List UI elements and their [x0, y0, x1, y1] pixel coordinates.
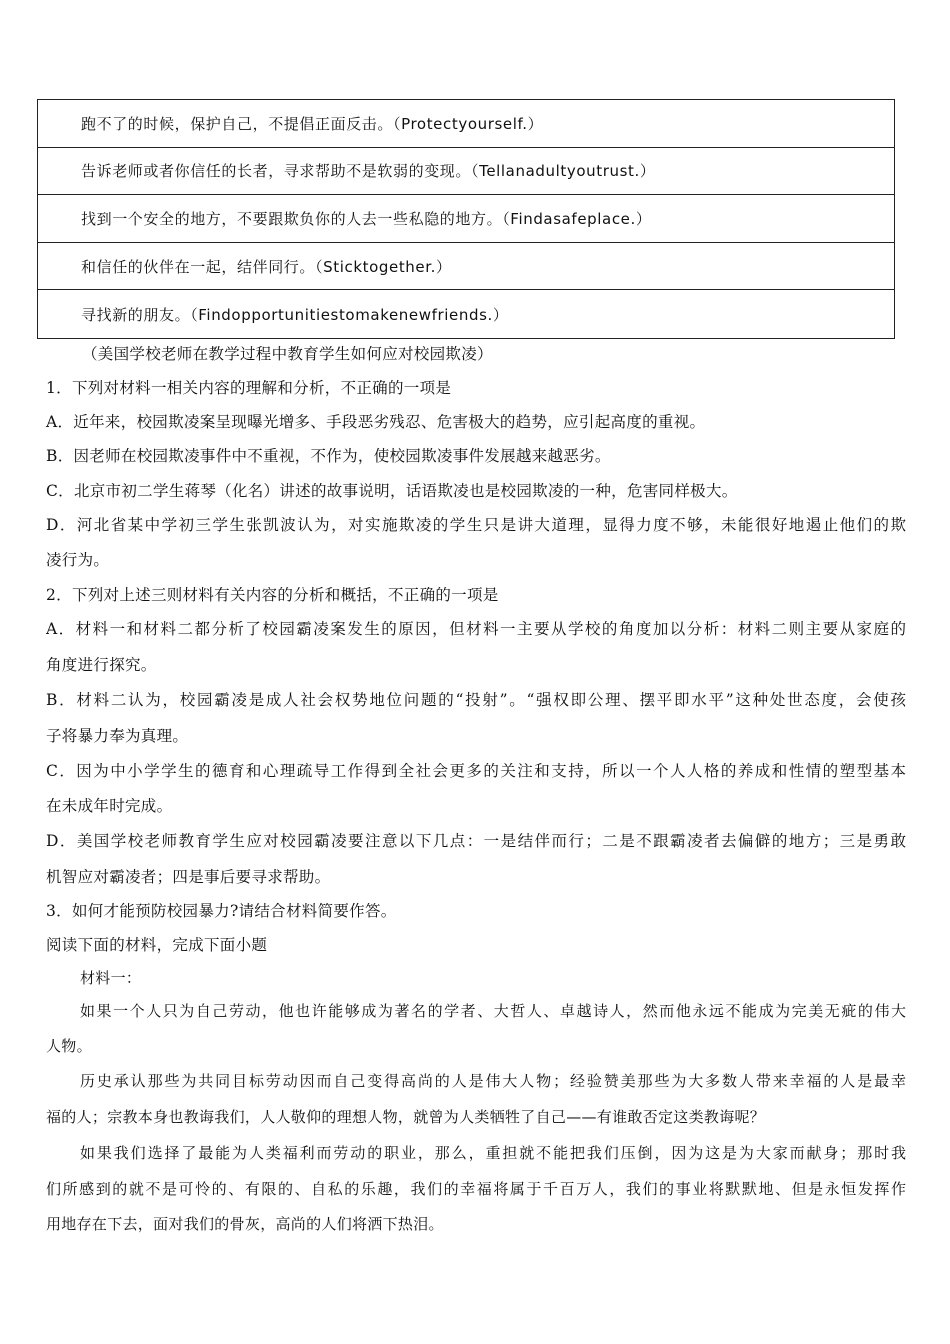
tips-row-stick-together: 和信任的伙伴在一起，结伴同行。（Sticktogether.） — [38, 243, 894, 291]
question-1-option-c: C．北京市初二学生蒋琴（化名）讲述的故事说明，话语欺凌也是校园欺凌的一种，危害同样极大。 — [46, 482, 738, 500]
tips-row-make-new-friends: 寻找新的朋友。（Findopportunitiestomakenewfriends.） — [81, 305, 509, 324]
question-1-option-a: A．近年来，校园欺凌案呈现曝光增多、手段恶劣残忍、危害极大的趋势，应引起高度的重视。 — [46, 413, 706, 431]
question-3-stem: 3．如何才能预防校园暴力?请结合材料简要作答。 — [46, 902, 397, 920]
reading-instruction: 阅读下面的材料，完成下面小题 — [46, 936, 268, 954]
question-2-option-c-line-1: C．因为中小学学生的德育和心理疏导工作得到全社会更多的关注和支持，所以一个人人格的养成和性情的塑型基本 — [46, 762, 906, 780]
tips-row-find-safe-place: 找到一个安全的地方，不要跟欺负你的人去一些私隐的地方。（Findasafeplace.） — [38, 195, 894, 243]
question-2-option-b-line-2: 子将暴力奉为真理。 — [46, 727, 189, 745]
question-2-option-a-line-1: A．材料一和材料二都分析了校园霸凌案发生的原因，但材料一主要从学校的角度加以分析：材料二则主要从家庭的 — [46, 620, 906, 638]
question-2-option-d-line-2: 机智应对霸凌者；四是事后要寻求帮助。 — [46, 868, 331, 886]
material-one-label: 材料一： — [80, 969, 142, 987]
question-1-option-d-line-2: 凌行为。 — [46, 551, 110, 569]
question-1-option-d-line-1: D．河北省某中学初三学生张凯波认为，对实施欺凌的学生只是讲大道理，显得力度不够，未能很好地遏止他们的欺 — [46, 516, 906, 534]
material-paragraph-3-line-3: 用地存在下去，面对我们的骨灰，高尚的人们将洒下热泪。 — [46, 1215, 444, 1233]
tips-row-protect-yourself: 跑不了的时候，保护自己，不提倡正面反击。（Protectyourself.） — [38, 100, 894, 148]
material-paragraph-2-line-1: 历史承认那些为共同目标劳动因而自己变得高尚的人是伟大人物；经验赞美那些为大多数人带来幸福的人是最幸 — [80, 1072, 906, 1090]
anti-bullying-tips-table — [37, 99, 895, 339]
question-2-option-b-line-1: B．材料二认为，校园霸凌是成人社会权势地位问题的“投射”。“强权即公理、摆平即水平”这种处世态度，会使孩 — [46, 691, 906, 709]
question-1-option-b: B．因老师在校园欺凌事件中不重视，不作为，使校园欺凌事件发展越来越恶劣。 — [46, 447, 611, 465]
question-2-option-c-line-2: 在未成年时完成。 — [46, 797, 173, 815]
question-2-stem: 2．下列对上述三则材料有关内容的分析和概括，不正确的一项是 — [46, 586, 499, 604]
material-paragraph-1-line-2: 人物。 — [46, 1037, 92, 1055]
question-2-option-a-line-2: 角度进行探究。 — [46, 656, 157, 674]
material-paragraph-3-line-2: 们所感到的就不是可怜的、有限的、自私的乐趣，我们的幸福将属于千百万人，我们的事业将默默地、但是永恒发挥作 — [46, 1180, 906, 1198]
tips-row-tell-an-adult: 告诉老师或者你信任的长者，寻求帮助不是软弱的变现。（Tellanadultyoutrust.） — [38, 148, 894, 196]
material-paragraph-3-line-1: 如果我们选择了最能为人类福利而劳动的职业，那么，重担就不能把我们压倒，因为这是为大家而献身；那时我 — [80, 1144, 906, 1162]
table-caption: （美国学校老师在教学过程中教育学生如何应对校园欺凌） — [82, 345, 493, 363]
question-1-stem: 1．下列对材料一相关内容的理解和分析，不正确的一项是 — [46, 379, 452, 397]
material-paragraph-1-line-1: 如果一个人只为自己劳动，他也许能够成为著名的学者、大哲人、卓越诗人，然而他永远不能成为完美无疵的伟大 — [80, 1002, 906, 1020]
material-paragraph-2-line-2: 福的人；宗教本身也教诲我们，人人敬仰的理想人物，就曾为人类牺牲了自己——有谁敢否定这类教诲呢？ — [46, 1108, 766, 1126]
question-2-option-d-line-1: D．美国学校老师教育学生应对校园霸凌要注意以下几点：一是结伴而行；二是不跟霸凌者去偏僻的地方；三是勇敢 — [46, 832, 906, 850]
